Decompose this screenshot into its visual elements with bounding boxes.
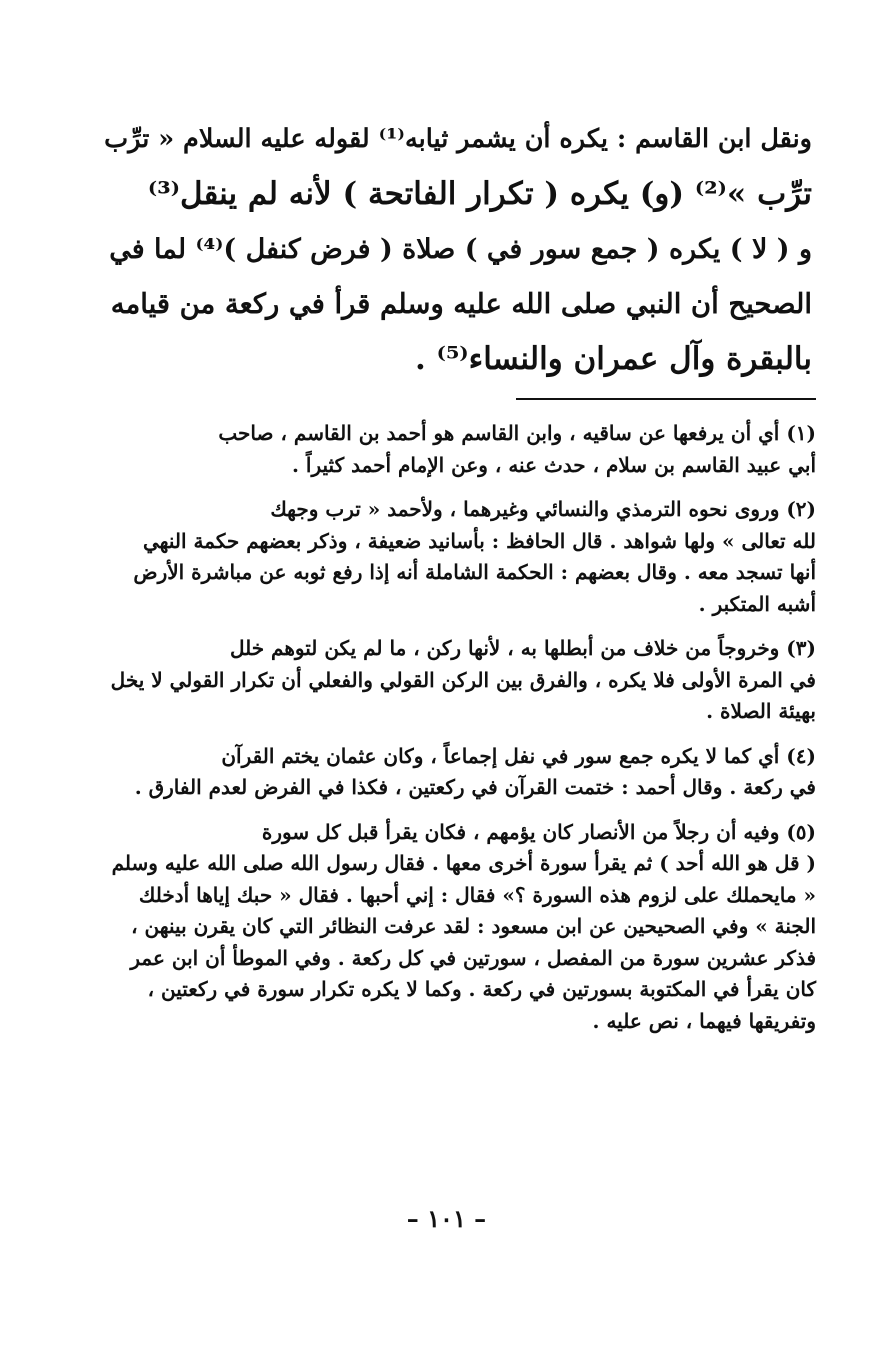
footnote-line: (٤) أي كما لا يكره جمع سور في نفل إجماعاً ، وكان عثمان يختم القرآن [221, 743, 816, 768]
footnote-3 [100, 633, 816, 728]
footnote-4 [100, 741, 816, 804]
footnotes [100, 418, 816, 1050]
footnote-line: الجنة » وفي الصحيحين عن ابن مسعود : لقد عرفت النظائر التي كان يقرن بينهن ، [131, 914, 816, 938]
footnote-line: كان يقرأ في المكتوبة بسورتين في ركعة . وكما لا يكره تكرار سورة في ركعتين ، [147, 977, 816, 1001]
footnote-line: أشبه المتكبر . [698, 591, 816, 616]
footnote-line: أنها تسجد معه . وقال بعضهم : الحكمة الشاملة أنه إذا رفع ثوبه عن مباشرة الأرض [133, 560, 816, 584]
footnote-line: (٢) وروى نحوه الترمذي والنسائي وغيرهما ، ولأحمد « ترب وجهك [270, 497, 816, 521]
main-text-line: ترِّب »⁽²⁾ (و) يكره ( تكرار الفاتحة ) لأنه لم ينقل⁽³⁾ [147, 176, 812, 212]
footnote-line: في ركعة . وقال أحمد : ختمت القرآن في ركعتين ، فكذا في الفرض لعدم الفارق . [134, 775, 816, 799]
footnote-line: ( قل هو الله أحد ) ثم يقرأ سورة أخرى معها . فقال رسول الله صلى الله عليه وسلم [111, 851, 816, 875]
footnote-line: (٣) وخروجاً من خلاف من أبطلها به ، لأنها ركن ، ما لم يكن لتوهم خلل [229, 636, 816, 660]
main-text-line: ونقل ابن القاسم : يكره أن يشمر ثيابه⁽¹⁾ لقوله عليه السلام « ترِّب [104, 124, 812, 154]
footnote-2 [100, 494, 816, 620]
page-number: – ١٠١ – [406, 1204, 487, 1233]
main-text-line: بالبقرة وآل عمران والنساء⁽⁵⁾ . [415, 341, 812, 377]
footnote-line: لله تعالى » ولها شواهد . قال الحافظ : بأسانيد ضعيفة ، وذكر بعضهم حكمة النهي [143, 528, 816, 553]
footnote-5 [100, 817, 816, 1038]
footnote-line: فذكر عشرين سورة من المفصل ، سورتين في كل ركعة . وفي الموطأ أن ابن عمر [130, 945, 816, 970]
footnote-line: أبي عبيد القاسم بن سلام ، حدث عنه ، وعن الإمام أحمد كثيراً . [292, 452, 816, 477]
footnote-line: بهيئة الصلاة . [706, 699, 816, 723]
footnote-line: (٥) وفيه أن رجلاً من الأنصار كان يؤمهم ، فكان يقرأ قبل كل سورة [261, 819, 816, 844]
footnote-line: في المرة الأولى فلا يكره ، والفرق بين الركن القولي والفعلي أن تكرار القولي لا يخل [110, 667, 816, 692]
footnote-1 [100, 418, 816, 481]
footnote-line: « مايحملك على لزوم هذه السورة ؟» فقال : إني أحبها . فقال « حبك إياها أدخلك [138, 882, 816, 907]
footnote-divider [516, 398, 816, 400]
footnote-line: وتفريقها فيهما ، نص عليه . [592, 1008, 816, 1033]
main-text-line: الصحيح أن النبي صلى الله عليه وسلم قرأ في ركعة من قيامه [110, 288, 812, 320]
main-text-line: و ( لا ) يكره ( جمع سور في ) صلاة ( فرض كنفل )⁽⁴⁾ لما في [109, 234, 812, 265]
footnote-line: (١) أي أن يرفعها عن ساقيه ، وابن القاسم هو أحمد بن القاسم ، صاحب [218, 421, 816, 445]
main-text [100, 112, 812, 387]
